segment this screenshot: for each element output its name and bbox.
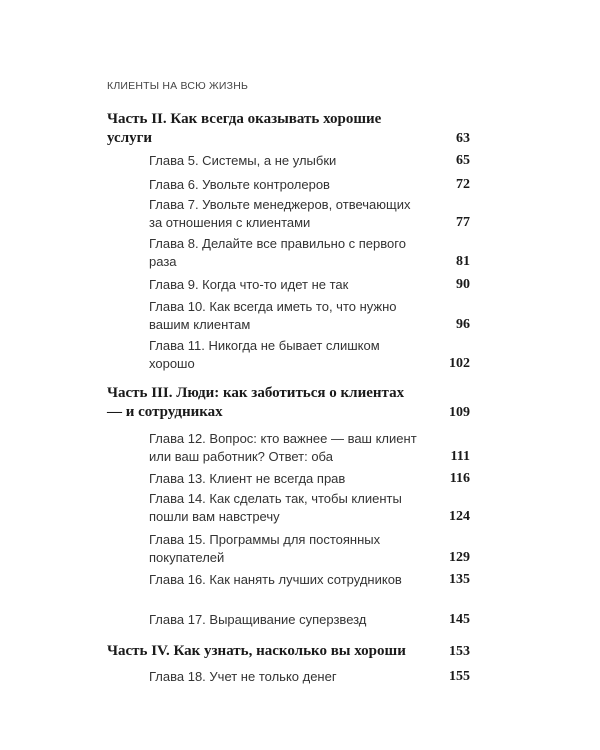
chapter-page-number: 102 xyxy=(449,356,470,371)
chapter-page-number: 65 xyxy=(456,153,470,168)
part-page-number: 153 xyxy=(449,644,470,659)
chapter-page-number: 145 xyxy=(449,612,470,627)
chapter-title: Глава 11. Никогда не бывает слишком хорошо xyxy=(149,338,380,371)
chapter-title: Глава 9. Когда что-то идет не так xyxy=(149,277,349,292)
toc-chapter-10 xyxy=(149,298,470,334)
toc-chapter-9 xyxy=(149,276,470,294)
toc-chapter-18 xyxy=(149,668,470,686)
toc-part-2 xyxy=(107,110,470,148)
chapter-page-number: 135 xyxy=(449,572,470,587)
toc-chapter-16 xyxy=(149,571,470,589)
chapter-title: Глава 5. Системы, а не улыбки xyxy=(149,153,337,168)
toc-chapter-12 xyxy=(149,430,470,466)
chapter-title: Глава 6. Увольте контролеров xyxy=(149,177,330,192)
toc-part-4 xyxy=(107,642,470,661)
chapter-title: Глава 12. Вопрос: кто важнее — ваш клиент или ваш работник? Ответ: оба xyxy=(149,431,417,464)
part-title: Часть III. Люди: как заботиться о клиентах — и сотрудниках xyxy=(107,385,405,420)
toc-chapter-14 xyxy=(149,490,470,526)
part-page-number: 63 xyxy=(456,131,470,146)
toc-chapter-15 xyxy=(149,531,470,567)
chapter-title: Глава 10. Как всегда иметь то, что нужно вашим клиентам xyxy=(149,299,397,332)
chapter-page-number: 72 xyxy=(456,177,470,192)
chapter-title: Глава 15. Программы для постоянных покупателей xyxy=(149,532,381,565)
chapter-title: Глава 7. Увольте менеджеров, отвечающих за отношения с клиентами xyxy=(149,197,411,230)
chapter-page-number: 77 xyxy=(456,215,470,230)
part-title: Часть II. Как всегда оказывать хорошие услуги xyxy=(107,111,382,146)
part-title: Часть IV. Как узнать, насколько вы хороши xyxy=(107,643,406,659)
part-page-number: 109 xyxy=(449,405,470,420)
chapter-page-number: 96 xyxy=(456,317,470,332)
toc-chapter-5 xyxy=(149,152,470,170)
chapter-title: Глава 14. Как сделать так, чтобы клиенты пошли вам навстречу xyxy=(149,491,402,524)
chapter-page-number: 124 xyxy=(449,509,470,524)
running-header: КЛИЕНТЫ НА ВСЮ ЖИЗНЬ xyxy=(107,80,249,92)
chapter-page-number: 116 xyxy=(449,471,470,486)
toc-chapter-13 xyxy=(149,470,470,488)
chapter-page-number: 155 xyxy=(449,669,470,684)
toc-chapter-17 xyxy=(149,611,470,629)
chapter-page-number: 81 xyxy=(456,254,470,269)
chapter-page-number: 90 xyxy=(456,277,470,292)
chapter-title: Глава 16. Как нанять лучших сотрудников xyxy=(149,572,402,587)
toc-chapter-7 xyxy=(149,196,470,232)
toc-chapter-11 xyxy=(149,337,470,373)
chapter-page-number: 129 xyxy=(449,550,470,565)
chapter-title: Глава 17. Выращивание суперзвезд xyxy=(149,612,367,627)
toc-part-3 xyxy=(107,384,470,422)
toc-chapter-8 xyxy=(149,235,470,271)
chapter-page-number: 111 xyxy=(450,449,470,464)
chapter-title: Глава 8. Делайте все правильно с первого раза xyxy=(149,236,406,269)
chapter-title: Глава 13. Клиент не всегда прав xyxy=(149,471,346,486)
chapter-title: Глава 18. Учет не только денег xyxy=(149,669,337,684)
toc-chapter-6 xyxy=(149,176,470,194)
